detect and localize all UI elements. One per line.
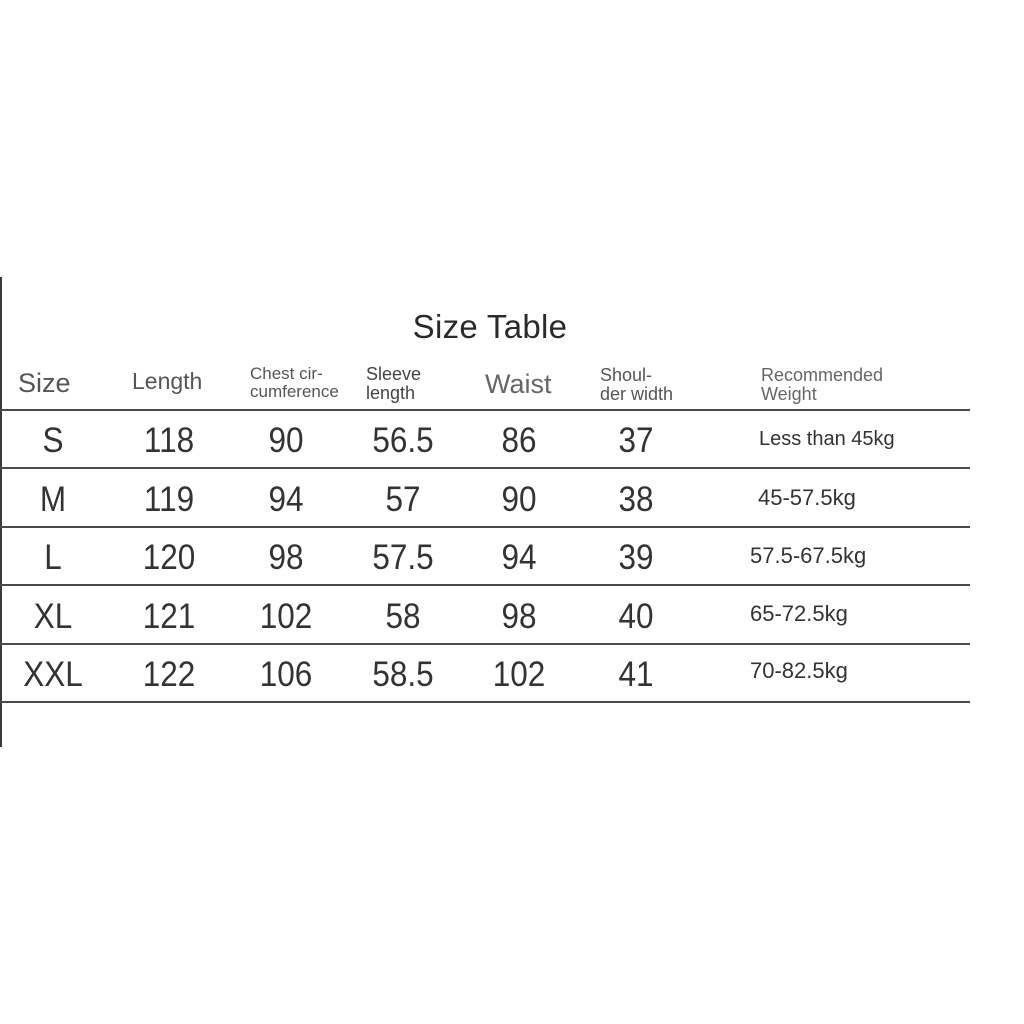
cell-length: 122 (142, 655, 196, 694)
header-sleeve (366, 365, 421, 403)
cell-weight: 45-57.5kg (758, 485, 856, 510)
cell-shoulder: 38 (618, 480, 654, 519)
cell-chest: 98 (268, 538, 304, 577)
header-shoulder-line2: der width (600, 383, 674, 404)
header-weight-line2: Weight (761, 383, 817, 404)
cell-sleeve: 57.5 (372, 538, 434, 577)
cell-shoulder: 37 (618, 421, 654, 460)
cell-size: M (39, 480, 67, 519)
cell-size: S (42, 421, 64, 460)
table-rule (0, 467, 970, 469)
header-chest-line2: cumference (250, 381, 339, 401)
cell-sleeve: 57 (385, 480, 421, 519)
table-rule (0, 584, 970, 586)
cell-chest: 90 (268, 421, 304, 460)
cell-size: L (44, 538, 62, 577)
header-weight (761, 366, 883, 404)
cell-weight: Less than 45kg (759, 428, 895, 450)
cell-length: 119 (143, 480, 195, 519)
cell-shoulder: 39 (618, 538, 654, 577)
header-length: Length (132, 368, 203, 394)
header-shoulder-line1: Shoul- (600, 365, 653, 385)
cell-chest: 94 (268, 480, 304, 519)
cell-weight: 65-72.5kg (750, 601, 848, 626)
header-shoulder (600, 366, 673, 404)
cell-length: 120 (142, 538, 196, 577)
cell-chest: 106 (259, 655, 313, 694)
cell-weight: 70-82.5kg (750, 658, 848, 683)
header-chest-line1: Chest cir- (250, 364, 323, 383)
table-rule (0, 526, 970, 528)
cell-size: XXL (23, 655, 83, 694)
cell-waist: 98 (501, 597, 537, 636)
cell-chest: 102 (259, 597, 313, 636)
cell-shoulder: 40 (618, 597, 654, 636)
cell-length: 121 (142, 597, 196, 636)
cell-sleeve: 56.5 (372, 421, 434, 460)
table-rule (0, 701, 970, 703)
cell-length: 118 (143, 421, 195, 460)
cell-sleeve: 58 (385, 597, 421, 636)
header-sleeve-line2: length (366, 382, 416, 403)
cell-sleeve: 58.5 (372, 655, 434, 694)
cell-size: XL (33, 597, 73, 636)
cell-shoulder: 41 (618, 655, 654, 694)
table-rule (0, 409, 970, 411)
header-weight-line1: Recommended (761, 365, 884, 385)
header-chest (250, 365, 339, 401)
cell-waist: 102 (492, 655, 546, 694)
header-waist: Waist (485, 369, 552, 399)
cell-waist: 90 (501, 480, 537, 519)
table-title: Size Table (412, 308, 568, 345)
cell-weight: 57.5-67.5kg (750, 543, 867, 568)
cell-waist: 94 (501, 538, 537, 577)
header-size: Size (18, 368, 71, 398)
cell-waist: 86 (501, 421, 537, 460)
header-sleeve-line1: Sleeve (366, 364, 422, 384)
table-rule (0, 643, 970, 645)
